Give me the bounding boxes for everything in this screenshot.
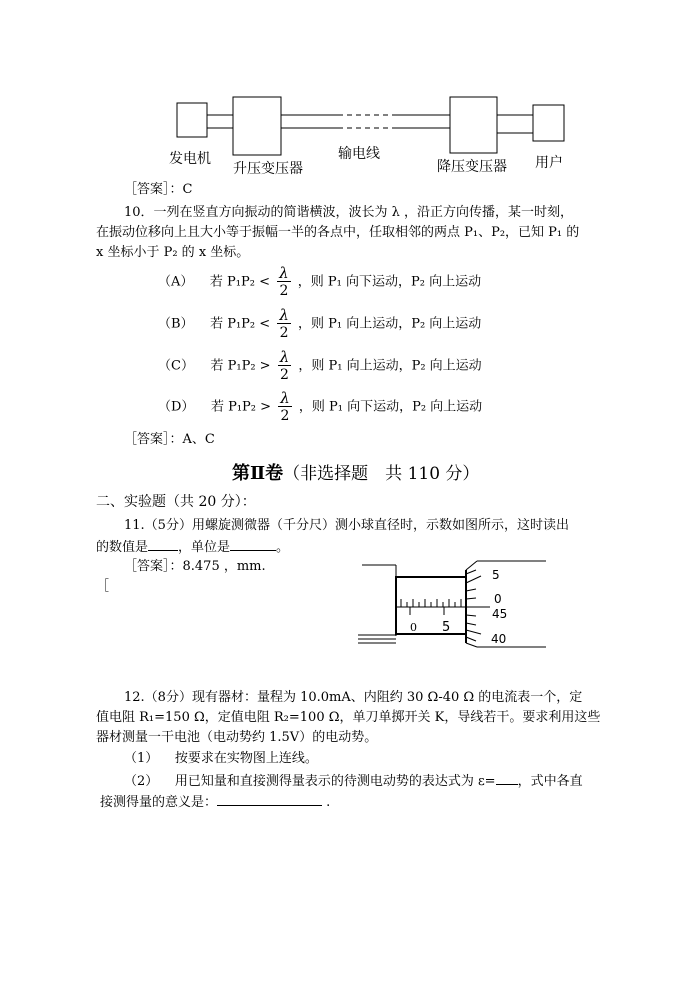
fraction: $\frac{\lambda}{2}$ — [280, 389, 290, 424]
option-a — [158, 266, 481, 298]
fraction: $\frac{\lambda}{2}$ — [279, 306, 289, 341]
q12-line3: 器材测量一干电池（电动势约 1.5V）的电动势。 — [96, 730, 378, 745]
q11-line1: 11.（5分）用螺旋测微器（千分尺）测小球直径时，示数如图所示，这时读出 — [124, 518, 569, 533]
step-down-transformer-box — [450, 97, 497, 153]
option-b — [158, 308, 481, 340]
section-experiment: 二、实验题（共 20 分）： — [96, 494, 256, 510]
thimble-label-5: 5 — [492, 568, 500, 582]
thimble-label-40: 40 — [491, 632, 507, 646]
thimble-label-45: 45 — [492, 607, 508, 621]
q10-line1: 10．一列在竖直方向振动的简谐横波，波长为 λ ，沿正方向传播，某一时刻， — [124, 205, 574, 220]
option-label: （B） — [158, 316, 194, 332]
answer-blank — [230, 536, 276, 551]
q12-line2: 值电阻 R₁=150 Ω，定值电阻 R₂=100 Ω，单刀单掷开关 K，导线若干。要求利用这些 — [96, 710, 601, 725]
q9-answer: ［答案］：C — [124, 182, 193, 197]
option-result: ，则 P₁ 向下运动，P₂ 向上运动 — [298, 399, 483, 415]
thimble-label-0: 0 — [494, 592, 502, 606]
option-condition: 若 P₁P₂ < — [209, 274, 270, 290]
option-result: ，则 P₁ 向上运动，P₂ 向上运动 — [298, 358, 482, 374]
option-condition: 若 P₁P₂ < — [210, 316, 271, 332]
option-d — [158, 391, 482, 423]
label-generator: 发电机 — [169, 151, 211, 167]
section-title-bold: 第Ⅱ卷 — [232, 463, 284, 484]
sleeve-mark: 5 — [442, 620, 451, 635]
q10-line2: 在振动位移向上且大小等于振幅一半的各点中，任取相邻的两点 P₁、P₂，已知 P₁ 的 — [96, 225, 580, 240]
generator-box — [177, 103, 207, 137]
label-user: 用户 — [535, 155, 563, 171]
thimble-bottom — [466, 643, 477, 647]
q11-answer: ［答案］：8.475 ，mm. — [124, 559, 266, 574]
sleeve-zero-mark: 0 — [410, 621, 417, 634]
label-step-down-transformer: 降压变压器 — [437, 159, 507, 175]
q10-line3: x 坐标小于 P₂ 的 x 坐标。 — [96, 245, 250, 260]
thimble-ticks — [466, 570, 490, 641]
q12-line1: 12.（8分）现有器材：量程为 10.0mA、内阻约 30 Ω-40 Ω 的电流表一个，定 — [124, 690, 583, 705]
micrometer-figure — [350, 558, 560, 654]
fraction: $\frac{\lambda}{2}$ — [279, 264, 289, 299]
thimble-top — [466, 561, 477, 570]
answer-blank — [148, 536, 178, 551]
label-transmission-line: 输电线 — [338, 146, 380, 162]
q11-line2: 的数值是 ，单位是 。 — [96, 536, 289, 558]
stray-bracket: ［ — [96, 579, 110, 594]
label-step-up-transformer: 升压变压器 — [233, 161, 303, 177]
q12-item2: （2） 用已知量和直接测得量表示的待测电动势的表达式为 ε= ，式中各直 — [124, 770, 583, 792]
option-result: ，则 P₁ 向上运动，P₂ 向上运动 — [297, 316, 482, 332]
option-result: ，则 P₁ 向下运动，P₂ 向上运动 — [297, 274, 482, 290]
section-title-rest: （非选择题 共 110 分） — [283, 464, 480, 484]
answer-blank — [496, 770, 518, 785]
option-condition: 若 P₁P₂ > — [210, 358, 271, 374]
option-label: （C） — [158, 358, 194, 374]
fraction: $\frac{\lambda}{2}$ — [279, 348, 290, 383]
q12-item2-line2: 接测得量的意义是： . — [100, 791, 330, 813]
option-label: （D） — [158, 399, 195, 415]
option-condition: 若 P₁P₂ > — [210, 399, 272, 415]
step-up-transformer-box — [233, 97, 281, 155]
section-title — [232, 459, 479, 485]
user-box — [533, 105, 564, 141]
option-label: （A） — [158, 274, 194, 290]
answer-blank — [217, 791, 322, 806]
q12-item1: （1） 按要求在实物图上连线。 — [124, 751, 318, 766]
q10-answer: ［答案］：A、C — [124, 432, 215, 447]
option-c — [158, 350, 482, 382]
